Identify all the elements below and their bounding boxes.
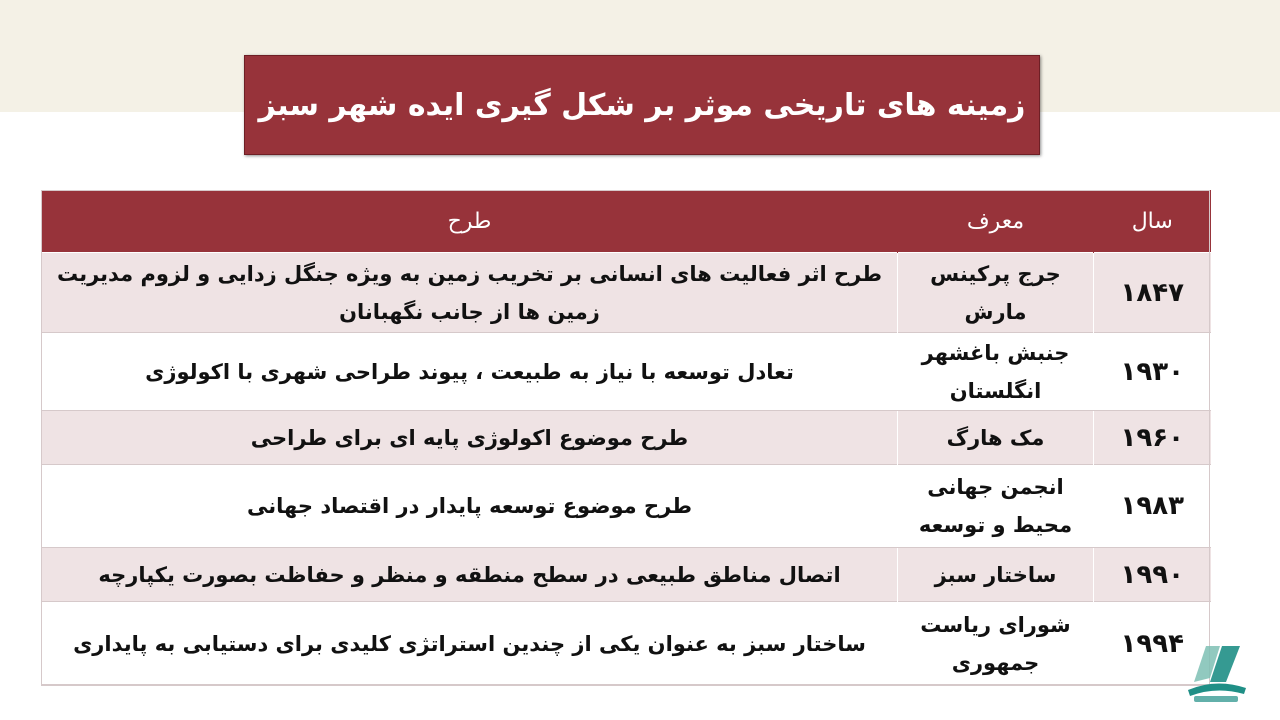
cell-year: ۱۹۹۰ [1094, 548, 1211, 602]
cell-year: ۱۹۳۰ [1094, 333, 1211, 411]
ketabesabz-logo-icon [1180, 638, 1252, 710]
slide-title: زمینه های تاریخی موثر بر شکل گیری ایده شهر سبز [244, 55, 1040, 155]
table-row [42, 253, 1211, 333]
table-row [42, 602, 1211, 686]
cell-plan: طرح اثر فعالیت های انسانی بر تخریب زمین به ویژه جنگل زدایی و لزوم مدیریت زمین ها از جانب نگهبانان [42, 253, 898, 333]
cell-plan: طرح موضوع اکولوژی پایه ای برای طراحی [42, 411, 898, 465]
cell-year: ۱۹۸۳ [1094, 465, 1211, 548]
header-year: سال [1094, 190, 1211, 253]
cell-introducer: مک هارگ [898, 411, 1094, 465]
cell-plan: اتصال مناطق طبیعی در سطح منطقه و منظر و حفاظت بصورت یکپارچه [42, 548, 898, 602]
history-table [41, 190, 1211, 686]
cell-introducer: جنبش باغشهر انگلستان [898, 333, 1094, 411]
cell-year: ۱۹۹۴ [1094, 602, 1211, 686]
cell-year: ۱۸۴۷ [1094, 253, 1211, 333]
cell-plan: ساختار سبز به عنوان یکی از چندین استراتژی کلیدی برای دستیابی به پایداری [42, 602, 898, 686]
cell-year: ۱۹۶۰ [1094, 411, 1211, 465]
cell-plan: طرح موضوع توسعه پایدار در اقتصاد جهانی [42, 465, 898, 548]
header-plan: طرح [42, 190, 898, 253]
cell-introducer: شورای ریاست جمهوری [898, 602, 1094, 686]
logo-graphic [1180, 638, 1252, 710]
table-row [42, 411, 1211, 465]
cell-introducer: انجمن جهانی محیط و توسعه [898, 465, 1094, 548]
cell-introducer: ساختار سبز [898, 548, 1094, 602]
table-row [42, 465, 1211, 548]
cell-introducer: جرج پرکینس مارش [898, 253, 1094, 333]
table-row [42, 548, 1211, 602]
cell-plan: تعادل توسعه با نیاز به طبیعت ، پیوند طراحی شهری با اکولوژی [42, 333, 898, 411]
header-introducer: معرف [898, 190, 1094, 253]
table-row [42, 333, 1211, 411]
table-header-row [42, 190, 1211, 253]
